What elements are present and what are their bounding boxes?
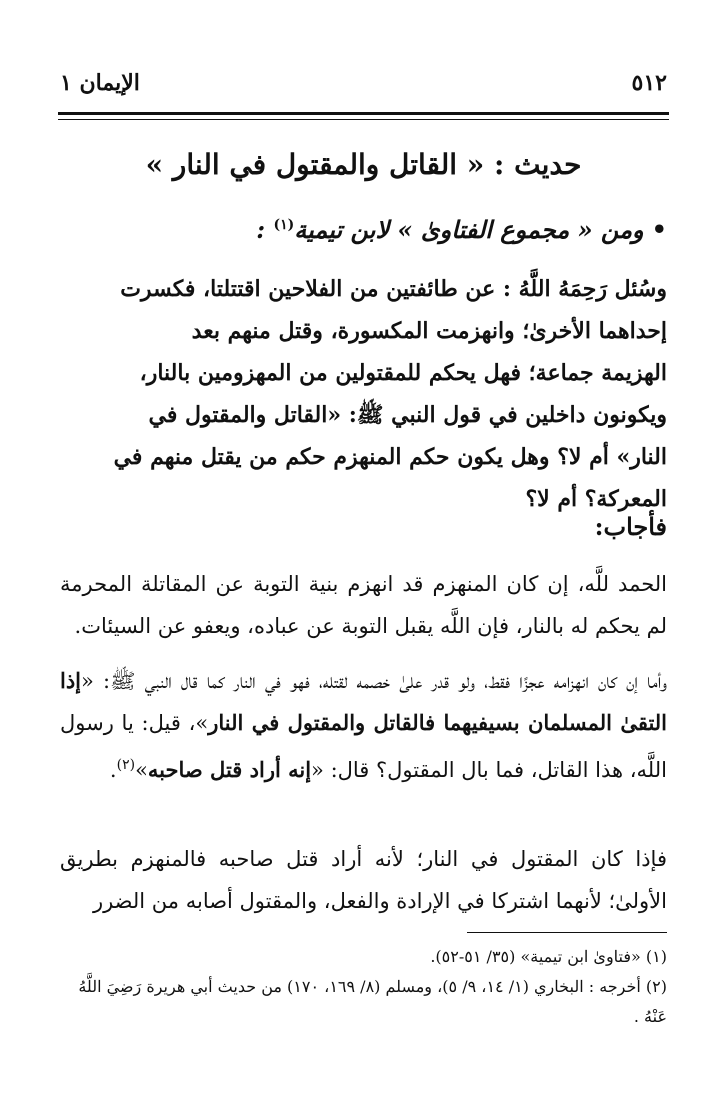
footnotes (60, 942, 667, 1032)
source-line (60, 215, 667, 244)
footnote-1: (١) «فتاوىٰ ابن تيمية» (٣٥/ ٥١-٥٢). (430, 947, 667, 966)
footnote-2: (٢) أخرجه : البخاري (١/ ١٤، ٩/ ٥)، ومسلم (٨/ ١٦٩، ١٧٠) من حديث أبي هريرة رَضِيَ اللَّهُ عَنْهُ . (78, 977, 667, 1026)
bullet-icon: • (651, 215, 667, 244)
source-text: ومن « مجموع الفتاوىٰ » لابن تيمية (294, 215, 644, 244)
paragraph-2-tail: . (109, 758, 117, 782)
question-line: إحداهما الأخرىٰ؛ وانهزمت المكسورة، وقتل منهم بعد (191, 318, 667, 344)
header-rule-thick (58, 112, 669, 115)
paragraph-2-intro: وأما إن كان انهزامه عجزًا فقط، ولو قدر علىٰ خصمه لقتله، فهو في النار كما قال النبي ﷺ: « (81, 669, 667, 693)
question-line: الهزيمة جماعة؛ فهل يحكم للمقتولين من المهزومين بالنار، (139, 360, 667, 386)
header-rule-thin (58, 119, 669, 120)
question-line: ويكونون داخلين في قول النبي ﷺ: «القاتل والمقتول في (148, 402, 667, 428)
answer-paragraph-3: فإذا كان المقتول في النار؛ لأنه أراد قتل صاحبه فالمنهزم بطريق الأولىٰ؛ لأنهما اشتركا في الإرادة والفعل، والمقتول أصابه من الضرر (60, 847, 667, 913)
running-title: الإيمان ١ (60, 70, 140, 96)
answer-paragraph-1: الحمد للَّه، إن كان المنهزم قد انهزم بنية التوبة عن المقاتلة المحرمة لم يحكم له بالنار، فإن اللَّه يقبل التوبة عن عباده، ويعفو عن السيئات. (60, 572, 667, 638)
answer-heading: فأجاب: (594, 512, 667, 541)
question-line: النار» أم لا؟ وهل يكون حكم المنهزم حكم من يقتل منهم في (113, 444, 667, 470)
question-line: المعركة؟ أم لا؟ (525, 486, 667, 512)
section-title: حديث : « القاتل والمقتول في النار » (145, 148, 582, 181)
page-number: ٥١٢ (631, 70, 667, 96)
footnote-rule (467, 932, 667, 933)
source-suffix: : (256, 215, 274, 244)
question-line: وسُئل رَحِمَهُ اللَّهُ : عن طائفتين من الفلاحين اقتتلتا، فكسرت (120, 276, 667, 302)
paragraph-2-end: » (135, 758, 148, 782)
answer-paragraph-2 (60, 660, 667, 791)
footnote-ref-2: (٢) (116, 757, 136, 773)
question-paragraph (60, 268, 667, 520)
hadith-quote-2: إنه أراد قتل صاحبه (147, 757, 312, 782)
hadith-quote-1: إذا التقىٰ المسلمان بسيفيهما فالقاتل والمقتول في النار (60, 668, 668, 735)
paragraph-2-middle: »، قيل: يا رسول اللَّه، هذا القاتل، فما بال المقتول؟ قال: « (60, 711, 667, 782)
footnote-ref-1: (١) (273, 217, 295, 233)
page-header (60, 70, 667, 104)
